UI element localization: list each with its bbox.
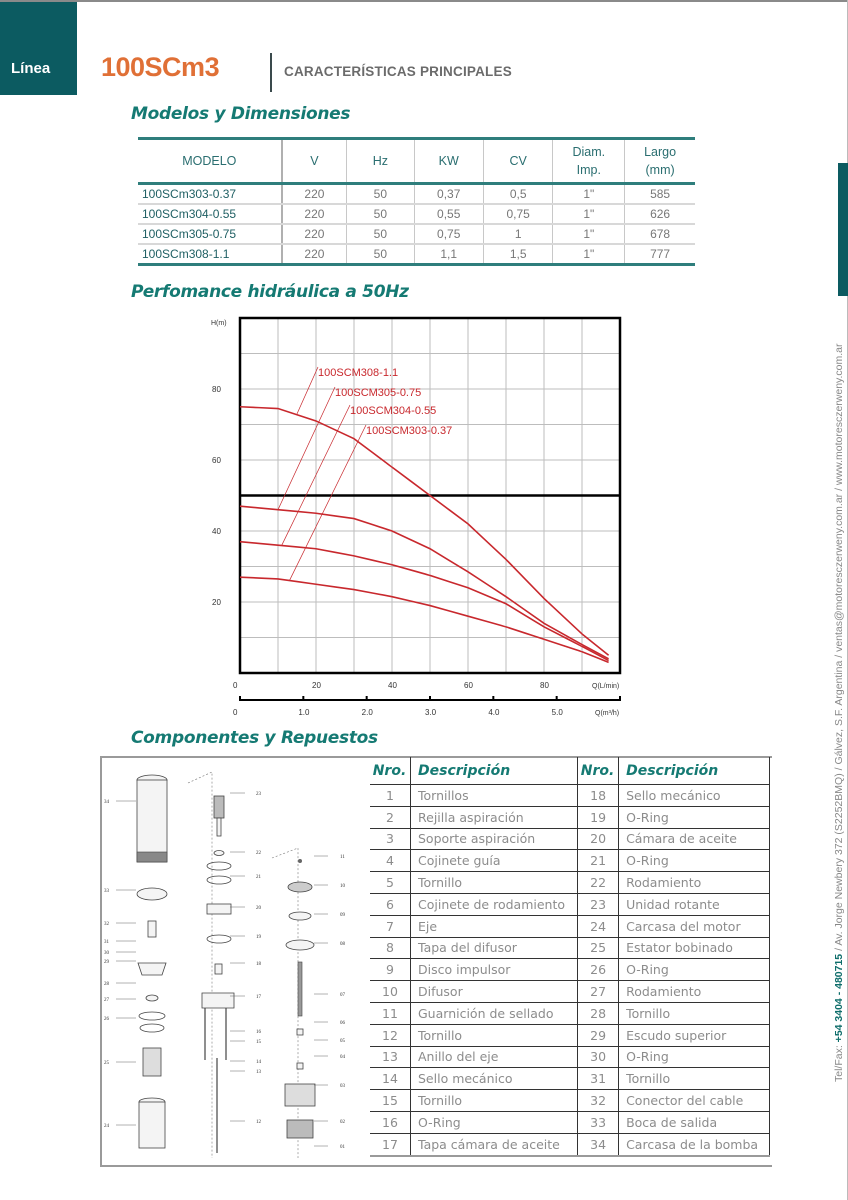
contact-phone: +54 3404 - 480715 [833, 953, 845, 1043]
col-header-descripcion: Descripción [619, 757, 770, 785]
spec-cell: 0,75 [414, 224, 483, 244]
part-number: 21 [578, 850, 619, 872]
cable-connector-part [148, 921, 156, 937]
models-col-header [625, 139, 695, 184]
part-description: Sello mecánico [411, 1068, 578, 1090]
spec-cell: 0,75 [483, 204, 552, 224]
spec-cell: 777 [625, 244, 695, 265]
y-axis-label: H(m) [211, 320, 227, 327]
parts-table-row [370, 1002, 770, 1024]
spec-cell: 1,1 [414, 244, 483, 265]
part-description: Carcasa del motor [619, 915, 770, 937]
x-axis-label: Q(L/min) [592, 683, 620, 690]
contact-address: / Av. Jorge Newbery 372 (S2252BMQ) / Gálvez, S.F. Argentina / ventas@motoresczerweny.com.ar / www.motoresczerweny.com.ar [833, 343, 845, 954]
bearing-support-part [297, 1063, 303, 1069]
part-description: Carcasa de la bomba [619, 1133, 770, 1155]
callout-number: 30 [104, 951, 109, 956]
models-table-row [138, 204, 695, 224]
contact-prefix: Tel/Fax: [833, 1042, 845, 1082]
header-line: V [310, 154, 319, 168]
part-number: 14 [370, 1068, 411, 1090]
series-label: 100SCM305-0.75 [335, 387, 422, 399]
diffuser-cover-part [286, 940, 314, 950]
model-title: 100SCm3 [101, 52, 220, 82]
part-number: 4 [370, 850, 411, 872]
part-description: O-Ring [619, 806, 770, 828]
models-table-body [138, 184, 695, 265]
parts-table-row [370, 850, 770, 872]
part-number: 20 [578, 828, 619, 850]
spec-cell: 0,37 [414, 184, 483, 205]
part-description: Rodamiento [619, 981, 770, 1003]
curve-100scm303-0.37 [240, 577, 609, 662]
part-description: O-Ring [619, 850, 770, 872]
x-tick-label: 60 [464, 681, 473, 690]
parts-table-row [370, 785, 770, 807]
motor-casing-part [139, 1102, 165, 1148]
part-description: Guarnición de sellado [411, 1002, 578, 1024]
part-number: 15 [370, 1090, 411, 1112]
header-line: KW [438, 154, 459, 168]
part-description: Tornillo [619, 1068, 770, 1090]
oil-chamber-part [207, 904, 231, 914]
linea-label: Línea [11, 60, 51, 77]
part-number: 23 [578, 893, 619, 915]
spec-cell: 585 [625, 184, 695, 205]
spec-cell: 626 [625, 204, 695, 224]
part-number: 33 [578, 1111, 619, 1133]
part-number: 1 [370, 785, 411, 807]
o-ring-part [207, 935, 231, 943]
spec-cell: 1" [553, 204, 625, 224]
spec-cell: 220 [282, 244, 347, 265]
col-header-descripcion: Descripción [411, 757, 578, 785]
section-title-models: Modelos y Dimensiones [131, 104, 351, 124]
callout-number: 18 [256, 962, 261, 967]
spec-cell: 678 [625, 224, 695, 244]
part-number: 12 [370, 1024, 411, 1046]
section-title-performance: Perfomance hidráulica a 50Hz [131, 282, 409, 302]
spec-cell: 50 [347, 224, 414, 244]
part-description: Tornillos [411, 785, 578, 807]
part-description: O-Ring [619, 959, 770, 981]
models-table [138, 137, 695, 266]
x2-tick-label: 5.0 [551, 708, 563, 717]
callout-number: 13 [256, 1070, 261, 1075]
rotor-part [214, 796, 224, 818]
callout-number: 07 [340, 993, 345, 998]
x2-axis-label: Q(m³/h) [595, 710, 620, 717]
diffuser-part [288, 882, 312, 892]
part-number: 9 [370, 959, 411, 981]
part-number: 10 [370, 981, 411, 1003]
callout-number: 15 [256, 1040, 261, 1045]
part-number: 22 [578, 872, 619, 894]
parts-table-row [370, 1111, 770, 1133]
part-description: Tornillo [411, 872, 578, 894]
callout-number: 26 [104, 1017, 109, 1022]
part-number: 19 [578, 806, 619, 828]
spec-cell: 50 [347, 244, 414, 265]
part-number: 2 [370, 806, 411, 828]
callout-number: 22 [256, 851, 261, 856]
impeller-part [289, 912, 311, 920]
series-label: 100SCM308-1.1 [318, 367, 399, 379]
stator-part [143, 1048, 161, 1076]
top-border [0, 0, 848, 2]
suction-support-part [285, 1084, 315, 1106]
part-number: 26 [578, 959, 619, 981]
x-tick-label: 20 [312, 681, 321, 690]
part-description: Difusor [411, 981, 578, 1003]
part-description: Anillo del eje [411, 1046, 578, 1068]
parts-table-row [370, 1090, 770, 1112]
models-col-header [282, 139, 347, 184]
part-number: 24 [578, 915, 619, 937]
x-tick-label: 0 [233, 681, 238, 690]
parts-table [370, 757, 770, 1157]
callout-number: 32 [104, 922, 109, 927]
header-line: Largo [644, 145, 677, 159]
callout-number: 10 [340, 884, 345, 889]
callout-number: 24 [104, 1124, 109, 1129]
callout-number: 20 [256, 906, 261, 911]
part-number: 18 [578, 785, 619, 807]
bearing-part [146, 995, 158, 1001]
models-col-header [414, 139, 483, 184]
spec-cell: 1 [483, 224, 552, 244]
callout-number: 04 [340, 1055, 345, 1060]
label-leader-line [278, 387, 335, 510]
col-header-nro: Nro. [578, 757, 619, 785]
part-number: 32 [578, 1090, 619, 1112]
parts-table-row [370, 1046, 770, 1068]
callout-number: 28 [104, 982, 109, 987]
model-name-cell: 100SCm303-0.37 [138, 184, 282, 205]
callout-number: 19 [256, 935, 261, 940]
part-description: Soporte aspiración [411, 828, 578, 850]
callout-number: 11 [340, 855, 345, 860]
part-description: Unidad rotante [619, 893, 770, 915]
part-description: Boca de salida [619, 1111, 770, 1133]
o-ring-part [139, 1012, 165, 1020]
part-number: 13 [370, 1046, 411, 1068]
models-table-row [138, 224, 695, 244]
part-description: Tornillo [619, 1002, 770, 1024]
parts-table-row [370, 915, 770, 937]
spec-cell: 1" [553, 184, 625, 205]
characteristics-heading: CARACTERÍSTICAS PRINCIPALES [284, 64, 512, 79]
guide-line [272, 848, 298, 1158]
part-number: 7 [370, 915, 411, 937]
part-description: Tornillo [411, 1024, 578, 1046]
callout-number: 05 [340, 1039, 345, 1044]
parts-table-row [370, 872, 770, 894]
callout-number: 34 [104, 800, 109, 805]
part-number: 34 [578, 1133, 619, 1155]
y-tick-label: 40 [212, 527, 221, 536]
part-description: Tapa del difusor [411, 937, 578, 959]
models-col-header [483, 139, 552, 184]
header-line: Imp. [576, 163, 601, 177]
part-description: Escudo superior [619, 1024, 770, 1046]
discharge-part [137, 888, 167, 900]
part-description: Cojinete guía [411, 850, 578, 872]
shaft-part [217, 818, 221, 836]
section-title-components: Componentes y Repuestos [131, 728, 378, 748]
part-description: Tapa cámara de aceite [411, 1133, 578, 1155]
upper-shield-part [138, 963, 166, 975]
parts-table-row [370, 1068, 770, 1090]
callout-number: 16 [256, 1030, 261, 1035]
header-line: MODELO [182, 154, 237, 168]
spec-cell: 1,5 [483, 244, 552, 265]
x2-tick-label: 2.0 [361, 708, 373, 717]
shaft-part [298, 962, 302, 1016]
parts-table-body [370, 785, 770, 1156]
callout-number: 23 [256, 792, 261, 797]
spec-cell: 1" [553, 224, 625, 244]
x2-tick-label: 0 [233, 708, 238, 717]
part-description: Rodamiento [619, 872, 770, 894]
performance-chart [200, 308, 640, 728]
part-description: Cámara de aceite [619, 828, 770, 850]
part-number: 29 [578, 1024, 619, 1046]
parts-table-row [370, 1133, 770, 1155]
y-tick-label: 60 [212, 456, 221, 465]
part-description: Estator bobinado [619, 937, 770, 959]
callout-number: 29 [104, 960, 109, 965]
parts-table-row [370, 981, 770, 1003]
x-tick-label: 40 [388, 681, 397, 690]
part-description: O-Ring [411, 1111, 578, 1133]
linea-badge [0, 2, 77, 95]
curve-100scm305-0.75 [240, 506, 609, 659]
part-number: 31 [578, 1068, 619, 1090]
y-tick-label: 20 [212, 598, 221, 607]
parts-table-row [370, 1024, 770, 1046]
parts-table-row [370, 806, 770, 828]
spec-cell: 50 [347, 184, 414, 205]
part-number: 28 [578, 1002, 619, 1024]
pump-casing-part [137, 780, 167, 862]
part-description: O-Ring [619, 1046, 770, 1068]
parts-table-row [370, 828, 770, 850]
label-leader-line [297, 367, 318, 414]
models-col-header [553, 139, 625, 184]
callout-number: 31 [104, 940, 109, 945]
part-description: Sello mecánico [619, 785, 770, 807]
callout-number: 14 [256, 1060, 261, 1065]
callout-number: 09 [340, 913, 345, 918]
callout-number: 01 [340, 1145, 345, 1150]
series-label: 100SCM303-0.37 [366, 425, 453, 437]
models-table-header [138, 139, 695, 184]
part-number: 11 [370, 1002, 411, 1024]
model-name-cell: 100SCm304-0.55 [138, 204, 282, 224]
part-description: Cojinete de rodamiento [411, 893, 578, 915]
callout-number: 08 [340, 942, 345, 947]
x2-tick-label: 1.0 [298, 708, 310, 717]
seal-part [298, 859, 302, 863]
side-accent-bar [838, 163, 848, 296]
header-line: Hz [372, 154, 388, 168]
oil-chamber-cover-part [202, 993, 234, 1008]
part-number: 17 [370, 1133, 411, 1155]
models-table-row [138, 244, 695, 265]
spec-cell: 50 [347, 204, 414, 224]
callout-number: 12 [256, 1120, 261, 1125]
guide-line [188, 772, 212, 1158]
part-number: 6 [370, 893, 411, 915]
part-number: 5 [370, 872, 411, 894]
parts-table-row [370, 959, 770, 981]
part-description: Rejilla aspiración [411, 806, 578, 828]
series-label: 100SCM304-0.55 [350, 405, 437, 417]
callout-number: 21 [256, 875, 261, 880]
o-ring-part [207, 862, 231, 870]
parts-table-row [370, 937, 770, 959]
callout-number: 25 [104, 1061, 109, 1066]
spec-cell: 220 [282, 184, 347, 205]
pump-casing-part [137, 852, 167, 862]
callout-number: 02 [340, 1120, 345, 1125]
side-contact-info [833, 302, 845, 1082]
o-ring-part [207, 876, 231, 884]
model-name-cell: 100SCm305-0.75 [138, 224, 282, 244]
spec-cell: 0,5 [483, 184, 552, 205]
models-table-row [138, 184, 695, 205]
x-tick-label: 80 [540, 681, 549, 690]
parts-table-row [370, 893, 770, 915]
header-line: (mm) [645, 163, 675, 177]
part-description: Disco impulsor [411, 959, 578, 981]
header-divider [270, 53, 272, 92]
parts-table-header [370, 757, 770, 785]
spec-cell: 0,55 [414, 204, 483, 224]
part-description: Tornillo [411, 1090, 578, 1112]
models-col-header [138, 139, 282, 184]
mechanical-seal-part [215, 964, 222, 974]
part-description: Conector del cable [619, 1090, 770, 1112]
o-ring-part [140, 1024, 164, 1032]
callout-number: 06 [340, 1021, 345, 1026]
label-leader-line [289, 425, 366, 581]
model-name-cell: 100SCm308-1.1 [138, 244, 282, 265]
suction-strainer-part [287, 1120, 313, 1138]
part-number: 16 [370, 1111, 411, 1133]
part-description: Eje [411, 915, 578, 937]
callout-number: 33 [104, 889, 109, 894]
bearing-part [214, 851, 224, 856]
spec-cell: 220 [282, 204, 347, 224]
header-line: Diam. [572, 145, 606, 159]
y-tick-label: 80 [212, 385, 221, 394]
part-number: 25 [578, 937, 619, 959]
col-header-nro: Nro. [370, 757, 411, 785]
header-line: CV [509, 154, 527, 168]
callout-number: 17 [256, 995, 261, 1000]
part-number: 3 [370, 828, 411, 850]
part-number: 30 [578, 1046, 619, 1068]
exploded-pump-diagram [102, 758, 370, 1161]
models-col-header [347, 139, 414, 184]
x2-tick-label: 3.0 [425, 708, 437, 717]
part-number: 27 [578, 981, 619, 1003]
guide-bearing-part [297, 1029, 303, 1035]
x2-tick-label: 4.0 [488, 708, 500, 717]
part-number: 8 [370, 937, 411, 959]
callout-number: 27 [104, 998, 109, 1003]
callout-number: 03 [340, 1084, 345, 1089]
spec-cell: 220 [282, 224, 347, 244]
spec-cell: 1" [553, 244, 625, 265]
